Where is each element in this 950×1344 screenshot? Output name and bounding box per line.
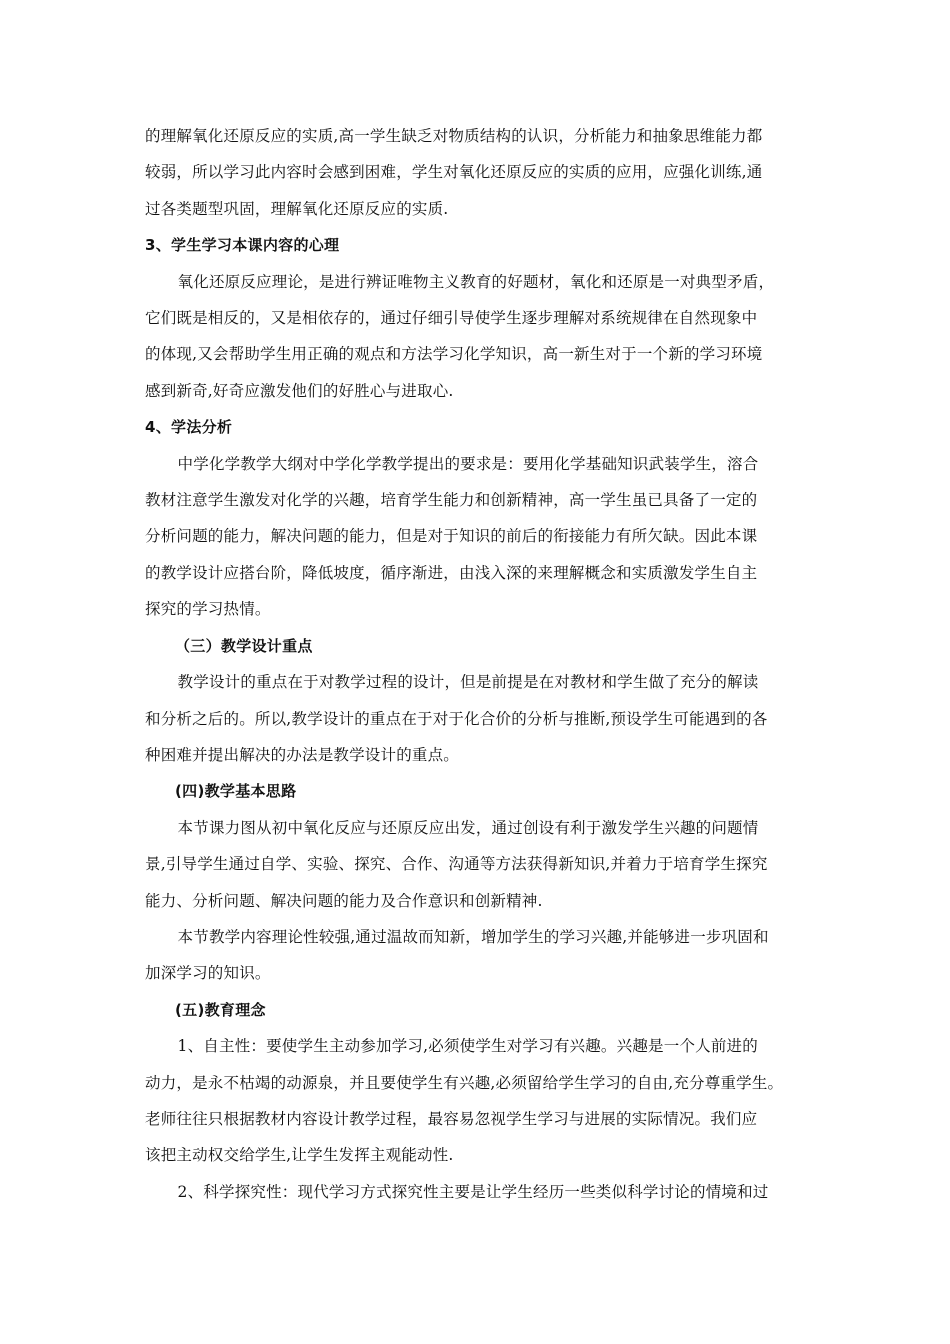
paragraph-line: 该把主动权交给学生,让学生发挥主观能动性. (145, 1146, 454, 1165)
section-heading: 4、学法分析 (145, 418, 233, 437)
paragraph-line: 能力、分析问题、解决问题的能力及合作意识和创新精神. (145, 891, 543, 910)
paragraph-line: 教材注意学生激发对化学的兴趣，培育学生能力和创新精神，高一学生虽已具备了一定的 (145, 491, 758, 510)
paragraph-line: 中学化学教学大纲对中学化学教学提出的要求是：要用化学基础知识武装学生，溶合 (177, 454, 759, 473)
paragraph-line: 氧化还原反应理论，是进行辨证唯物主义教育的好题材，氧化和还原是一对典型矛盾， (177, 272, 775, 291)
paragraph-line: 探究的学习热情。 (145, 600, 271, 619)
paragraph-line: 过各类题型巩固，理解氧化还原反应的实质. (145, 199, 449, 218)
body-paragraph (145, 118, 815, 227)
paragraph-line: 较弱，所以学习此内容时会感到困难，学生对氧化还原反应的实质的应用，应强化训练,通 (145, 163, 763, 182)
paragraph-line: 种困难并提出解决的办法是教学设计的重点。 (145, 745, 460, 764)
paragraph-line: 和分析之后的。所以,教学设计的重点在于对于化合价的分析与推断,预设学生可能遇到的各 (145, 709, 768, 728)
section-heading: (五)教育理念 (175, 1000, 266, 1019)
section-heading: （三）教学设计重点 (175, 636, 313, 655)
paragraph-line: 景,引导学生通过自学、实验、探究、合作、沟通等方法获得新知识,并着力于培育学生探究 (145, 855, 768, 874)
body-paragraph (145, 446, 815, 628)
paragraph-line: 教学设计的重点在于对教学过程的设计，但是前提是在对教材和学生做了充分的解读 (177, 673, 759, 692)
section-heading: 3、学生学习本课内容的心理 (145, 236, 340, 255)
paragraph-line: 动力，是永不枯竭的动源泉，并且要使学生有兴趣,必须留给学生学习的自由,充分尊重学生。 (145, 1073, 784, 1092)
paragraph-line: 1、自主性：要使学生主动参加学习,必须使学生对学习有兴趣。兴趣是一个人前进的 (177, 1037, 758, 1056)
paragraph-line: 它们既是相反的，又是相依存的，通过仔细引导使学生逐步理解对系统规律在自然现象中 (145, 309, 758, 328)
paragraph-line: 加深学习的知识。 (145, 964, 271, 983)
paragraph-line: 本节教学内容理论性较强,通过温故而知新，增加学生的学习兴趣,并能够进一步巩固和 (177, 927, 769, 946)
paragraph-line: 2、科学探究性：现代学习方式探究性主要是让学生经历一些类似科学讨论的情境和过 (177, 1182, 769, 1201)
paragraph-line: 的体现,又会帮助学生用正确的观点和方法学习化学知识，高一新生对于一个新的学习环境 (145, 345, 763, 364)
paragraph-line: 的教学设计应搭台阶，降低坡度，循序渐进，由浅入深的来理解概念和实质激发学生自主 (145, 563, 758, 582)
paragraph-line: 感到新奇,好奇应激发他们的好胜心与进取心. (145, 381, 454, 400)
section-heading: (四)教学基本思路 (175, 782, 297, 801)
body-paragraph (145, 264, 815, 410)
paragraph-line: 老师往往只根据教材内容设计教学过程，最容易忽视学生学习与进展的实际情况。我们应 (145, 1109, 758, 1128)
body-paragraph (145, 810, 815, 919)
paragraph-line: 本节课力图从初中氧化反应与还原反应出发，通过创设有利于激发学生兴趣的问题情 (177, 818, 759, 837)
body-paragraph (145, 1028, 815, 1174)
body-paragraph (145, 664, 815, 773)
paragraph-line: 的理解氧化还原反应的实质,高一学生缺乏对物质结构的认识，分析能力和抽象思维能力都 (145, 127, 763, 145)
paragraph-line: 分析问题的能力，解决问题的能力，但是对于知识的前后的衔接能力有所欠缺。因此本课 (145, 527, 758, 546)
document-body (145, 118, 815, 1210)
body-paragraph (145, 919, 815, 992)
body-paragraph (145, 1174, 815, 1210)
